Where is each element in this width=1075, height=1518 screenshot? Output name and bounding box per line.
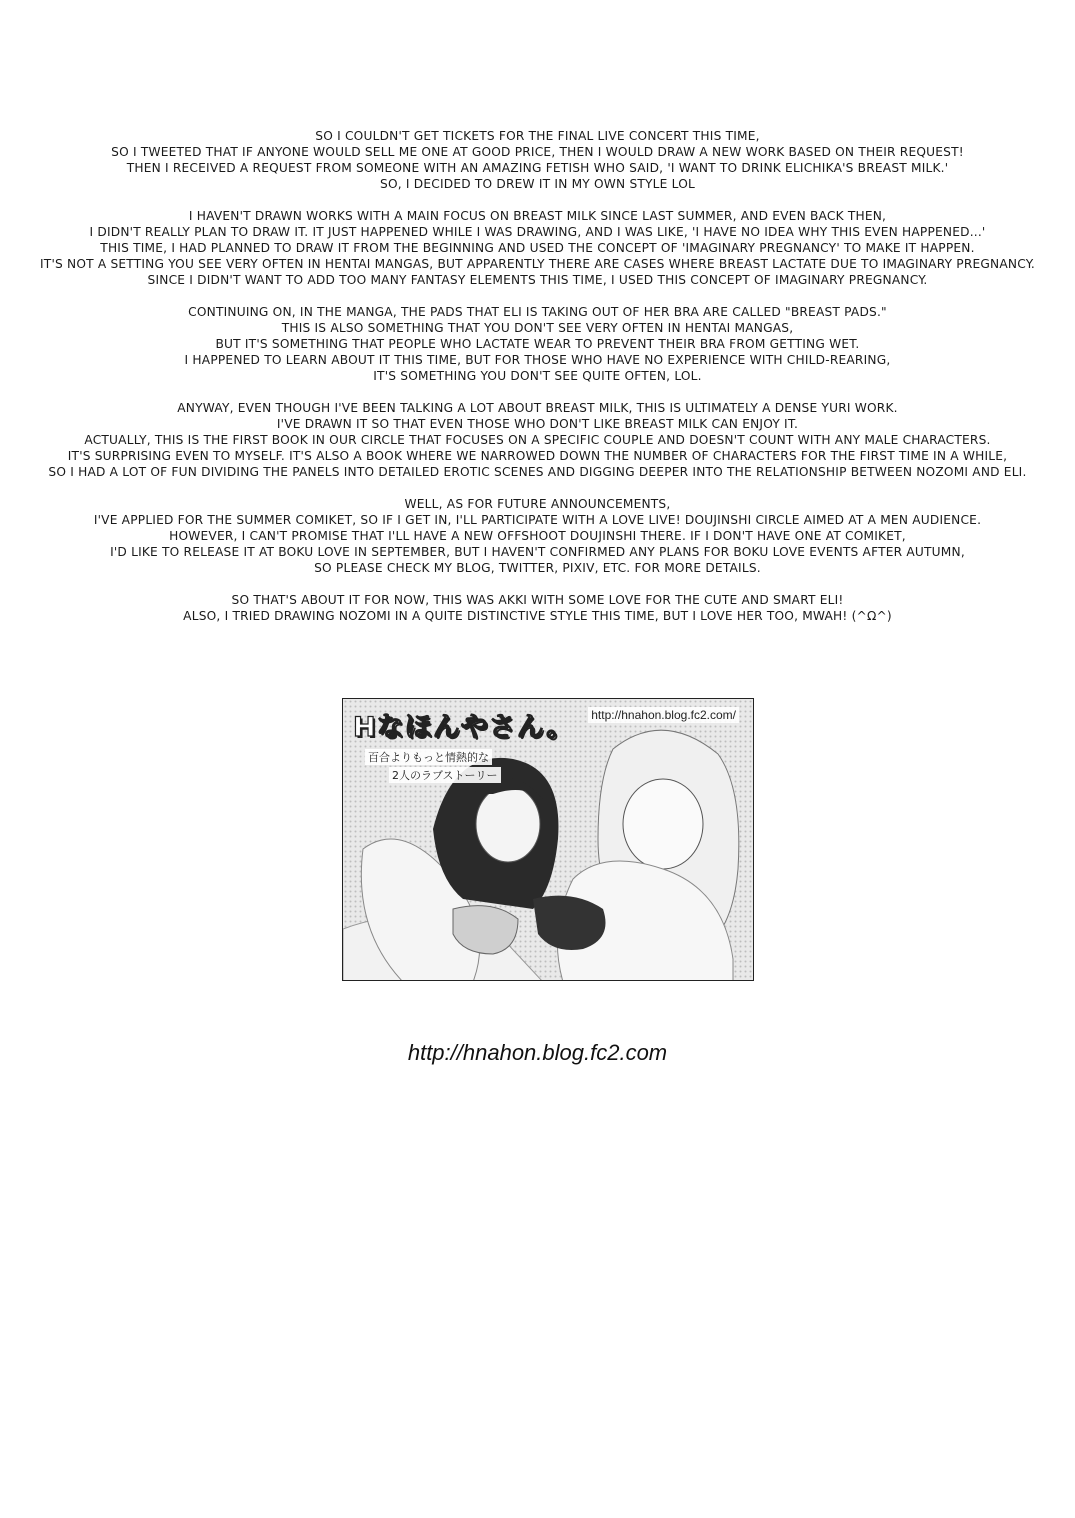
text-line: CONTINUING ON, IN THE MANGA, THE PADS THAT ELI IS TAKING OUT OF HER BRA ARE CALLED "BREAST PADS." [188, 305, 887, 319]
banner-tagline-1: 百合よりもっと情熱的な [365, 749, 492, 765]
text-line: I'VE DRAWN IT SO THAT EVEN THOSE WHO DON'T LIKE BREAST MILK CAN ENJOY IT. [276, 417, 799, 431]
text-line: SO PLEASE CHECK MY BLOG, TWITTER, PIXIV, ETC. FOR MORE DETAILS. [314, 561, 761, 575]
blog-url-link[interactable]: http://hnahon.blog.fc2.com [407, 1040, 668, 1065]
text-line: SO, I DECIDED TO DREW IT IN MY OWN STYLE LOL [380, 177, 695, 191]
text-line: THIS TIME, I HAD PLANNED TO DRAW IT FROM THE BEGINNING AND USED THE CONCEPT OF 'IMAGINARY PREGNANCY' TO MAKE IT HAPPEN. [100, 241, 975, 255]
text-line: SINCE I DIDN'T WANT TO ADD TOO MANY FANTASY ELEMENTS THIS TIME, I USED THIS CONCEPT OF IMAGINARY PREGNANCY. [147, 273, 928, 287]
text-line: SO I COULDN'T GET TICKETS FOR THE FINAL LIVE CONCERT THIS TIME, [315, 129, 760, 143]
text-line: ANYWAY, EVEN THOUGH I'VE BEEN TALKING A LOT ABOUT BREAST MILK, THIS IS ULTIMATELY A DENSE YURI WORK. [177, 401, 898, 415]
afterword-text [0, 128, 1075, 640]
text-line: SO I TWEETED THAT IF ANYONE WOULD SELL ME ONE AT GOOD PRICE, THEN I WOULD DRAW A NEW WORK BASED ON THEIR REQUEST! [111, 145, 964, 159]
paragraph-4 [0, 400, 1075, 480]
paragraph-6 [0, 592, 1075, 624]
text-line: ACTUALLY, THIS IS THE FIRST BOOK IN OUR CIRCLE THAT FOCUSES ON A SPECIFIC COUPLE AND DOESN'T COUNT WITH ANY MALE CHARACTERS. [84, 433, 991, 447]
text-line: IT'S SURPRISING EVEN TO MYSELF. IT'S ALSO A BOOK WHERE WE NARROWED DOWN THE NUMBER OF CHARACTERS FOR THE FIRST TIME IN A WHILE, [67, 449, 1008, 463]
paragraph-5 [0, 496, 1075, 576]
paragraph-3 [0, 304, 1075, 384]
text-line: WELL, AS FOR FUTURE ANNOUNCEMENTS, [404, 497, 671, 511]
paragraph-2 [0, 208, 1075, 288]
text-line: IT'S NOT A SETTING YOU SEE VERY OFTEN IN HENTAI MANGAS, BUT APPARENTLY THERE ARE CASES WHERE BREAST LACTATE DUE TO IMAGINARY PREGNANCY. [40, 257, 1035, 271]
text-line: THEN I RECEIVED A REQUEST FROM SOMEONE WITH AN AMAZING FETISH WHO SAID, 'I WANT TO DRINK ELICHIKA'S BREAST MILK.' [126, 161, 949, 175]
banner-logo: Hなほんやさん。 [353, 712, 575, 743]
paragraph-1 [0, 128, 1075, 192]
text-line: BUT IT'S SOMETHING THAT PEOPLE WHO LACTATE WEAR TO PREVENT THEIR BRA FROM GETTING WET. [215, 337, 860, 351]
text-line: I'VE APPLIED FOR THE SUMMER COMIKET, SO IF I GET IN, I'LL PARTICIPATE WITH A LOVE LIVE! DOUJINSHI CIRCLE AIMED AT A MEN AUDIENCE. [93, 513, 982, 527]
text-line: I'D LIKE TO RELEASE IT AT BOKU LOVE IN SEPTEMBER, BUT I HAVEN'T CONFIRMED ANY PLANS FOR BOKU LOVE EVENTS AFTER AUTUMN, [110, 545, 965, 559]
text-line: I HAVEN'T DRAWN WORKS WITH A MAIN FOCUS ON BREAST MILK SINCE LAST SUMMER, AND EVEN BACK THEN, [188, 209, 887, 223]
text-line: ALSO, I TRIED DRAWING NOZOMI IN A QUITE DISTINCTIVE STYLE THIS TIME, BUT I LOVE HER TOO, MWAH! (^Ω^) [183, 609, 892, 623]
text-line: I DIDN'T REALLY PLAN TO DRAW IT. IT JUST HAPPENED WHILE I WAS DRAWING, AND I WAS LIKE, 'I HAVE NO IDEA WHY THIS EVEN HAPPENED...' [89, 225, 986, 239]
banner-url: http://hnahon.blog.fc2.com/ [588, 707, 739, 723]
text-line: IT'S SOMETHING YOU DON'T SEE QUITE OFTEN, LOL. [373, 369, 702, 383]
text-line: I HAPPENED TO LEARN ABOUT IT THIS TIME, BUT FOR THOSE WHO HAVE NO EXPERIENCE WITH CHILD-REARING, [184, 353, 891, 367]
text-line: SO THAT'S ABOUT IT FOR NOW, THIS WAS AKKI WITH SOME LOVE FOR THE CUTE AND SMART ELI! [231, 593, 844, 607]
circle-banner-image[interactable] [342, 698, 754, 981]
text-line: THIS IS ALSO SOMETHING THAT YOU DON'T SEE VERY OFTEN IN HENTAI MANGAS, [281, 321, 794, 335]
text-line: HOWEVER, I CAN'T PROMISE THAT I'LL HAVE A NEW OFFSHOOT DOUJINSHI THERE. IF I DON'T HAVE ONE AT COMIKET, [169, 529, 906, 543]
text-line: SO I HAD A LOT OF FUN DIVIDING THE PANELS INTO DETAILED EROTIC SCENES AND DIGGING DEEPER INTO THE RELATIONSHIP BETWEEN NOZOMI AND ELI. [48, 465, 1027, 479]
banner-tagline-2: 2人のラブストーリー [389, 767, 501, 783]
